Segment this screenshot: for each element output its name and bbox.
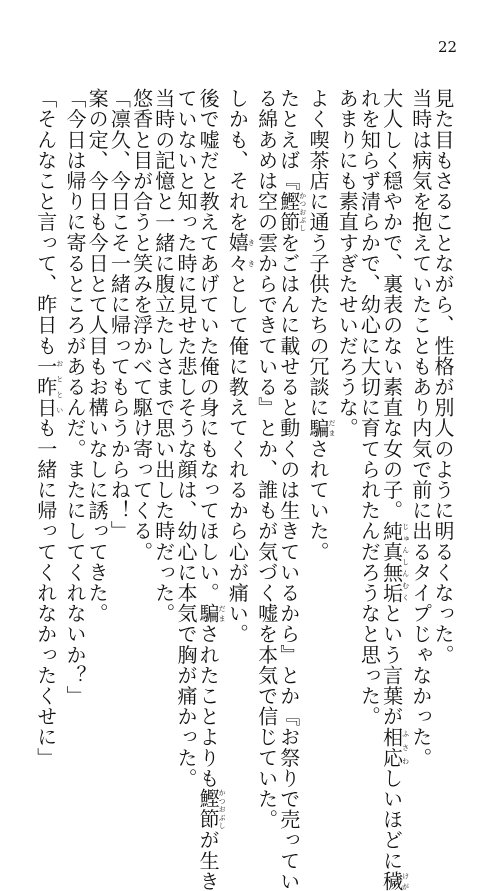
text-line: あまりにも素直すぎたせいだろうな。 [335,88,360,439]
furigana: 一昨日おととい [33,355,64,418]
text-line: 悠香と目が合うと笑みを浮かべて駆け寄ってくる。 [129,88,154,562]
furigana: 騙だま [305,417,336,439]
text-line: 「凛久、今日こそ一緒に帰ってもらうからね！」 [107,88,132,542]
text-line: れを知らず清らかで、幼心に大切に育てられたんだろうなと思った。 [357,88,382,727]
body-text [33,88,455,891]
furigana: 相応ふさわ [379,726,410,768]
text-line: 「今日は帰りに寄るところがあるんだ。またにしてくれないか？」 [62,88,87,706]
text-line: 後で嘘だと教えてあげていた俺の身にもなってほしい。騙だまされたことよりも鰹節かつおぶしが生き [196,88,227,891]
text-line: 大人しく穏やかで、裏表のない素直な女の子。純真無垢じゅんしんむくという言葉が相応ふさわしいほどに穢けが [379,88,410,891]
text-line: たとえば『鰹節かつおぶしをごはんに載せると動くのは生きているから』とか『お祭りで売ってい [276,88,307,891]
furigana: 純真無垢じゅんしんむく [379,520,410,604]
text-line: よく喫茶店に通う子供たちの冗談に騙だまされていた。 [305,88,336,562]
furigana: 鰹節かつおぶし [196,788,227,830]
text-line: 「そんなこと言って、昨日も一昨日おとといも一緒に帰ってくれなかったくせに」 [33,88,64,768]
text-line: 案の定、今日も今日とて人目もお構いなしに誘ってきた。 [85,88,110,624]
page-number: 22 [438,38,458,56]
furigana: 穢けが [379,870,410,891]
furigana: 嬉々きき [225,232,256,274]
furigana: 騙だま [196,603,227,624]
text-line: 当時の記憶と一緒に腹立たしさまで思い出した時だった。 [151,88,176,624]
text-line: しかも、それを嬉々ききとして俺に教えてくれるから心が痛い。 [225,88,256,645]
text-line: る綿あめは空の雲からできている』とか、誰もが気づく嘘を本気で信じていた。 [254,88,279,830]
furigana: 鰹節かつおぶし [276,191,307,233]
text-line: 当時は病気を抱えていたこともあり内気で前に出るタイプじゃなかった。 [408,88,433,768]
text-line: ていないと知った時に見せた悲しそうな顔は、幼心に本気で胸が痛かった。 [173,88,198,789]
text-line: 見た目もさることながら、性格が別人のように明るくなった。 [431,88,455,665]
